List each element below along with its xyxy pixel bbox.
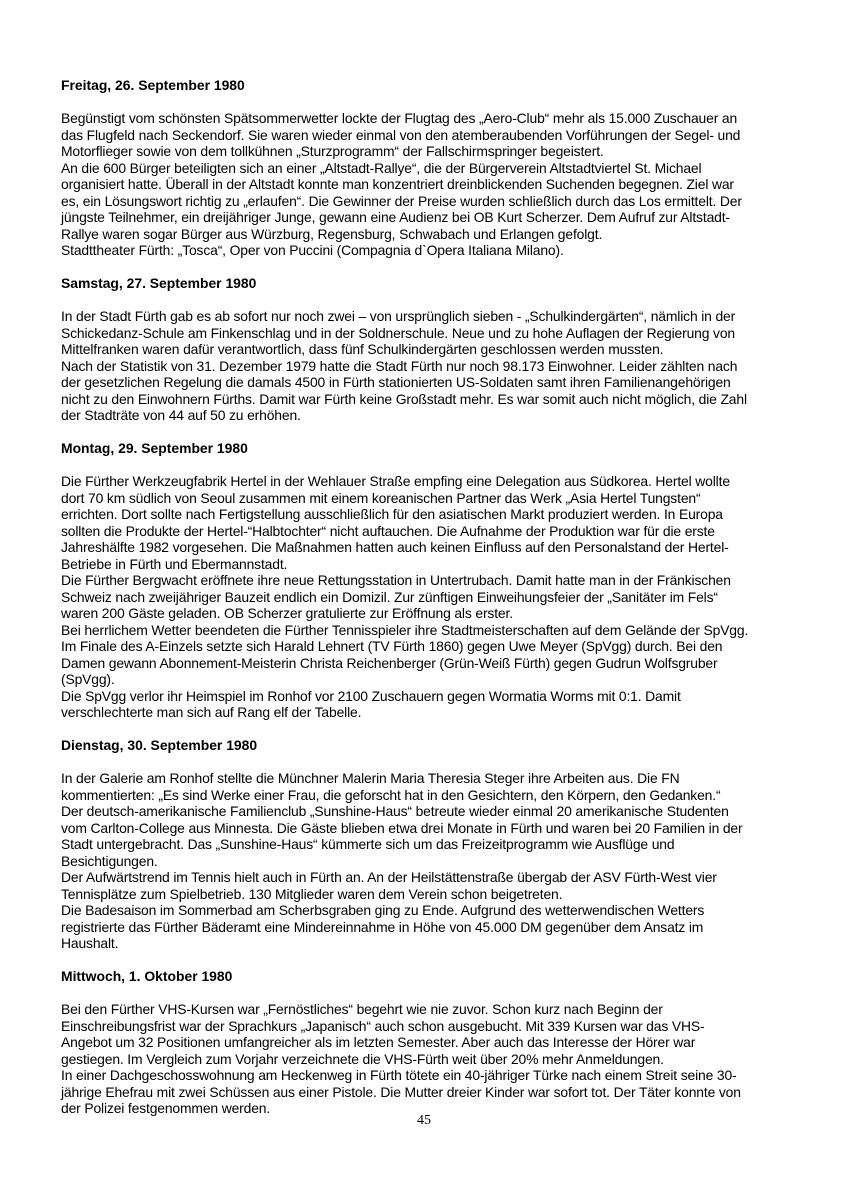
text-line: Einschreibungsfrist war der Sprachkurs „Japanisch“ auch schon ausgebucht. Mit 339 Kursen war das VHS-	[61, 1017, 705, 1034]
text-line: Der Aufwärtstrend im Tennis hielt auch in Fürth an. An der Heilstättenstraße übergab der ASV Fürth-West vier	[61, 869, 717, 885]
text-line: Angebot um 32 Positionen umfangreicher als im letzten Semester. Aber auch das Interesse der Hörer war	[61, 1034, 696, 1050]
text-line: Die SpVgg verlor ihr Heimspiel im Ronhof vor 2100 Zuschauern gegen Wormatia Worms mit 0:1. Damit	[61, 687, 681, 704]
page-number: 45	[417, 1113, 431, 1128]
text-line: verschlechterte man sich auf Rang elf der Tabelle.	[61, 704, 362, 720]
text-line: Mittelfranken waren dafür verantwortlich, dass fünf Schulkindergärten geschlossen werden mussten.	[61, 341, 664, 357]
text-line: jüngste Teilnehmer, ein dreijähriger Junge, gewann eine Audienz bei OB Kurt Scherzer. Dem Aufruf zur Altstadt-	[61, 209, 730, 225]
text-line: In einer Dachgeschosswohnung am Heckenweg in Fürth tötete ein 40-jähriger Türke nach einem Streit seine 30-	[61, 1067, 737, 1083]
text-line: errichten. Dort sollte nach Fertigstellung ausschließlich für den asiatischen Markt produziert werden. In Europa	[61, 506, 723, 522]
text-line: kommentierten: „Es sind Werke einer Frau, die geforscht hat in den Gesichtern, den Körpern, den Gedanken.“	[61, 786, 721, 803]
text-line: Betriebe in Fürth und Ebermannstadt.	[61, 555, 288, 572]
text-line: sollten die Produkte der Hertel-“Halbtochter“ nicht auftauchen. Die Aufnahme der Produktion war für die erste	[61, 522, 715, 539]
text-line: es, ein Lösungswort richtig zu „erlaufen“. Die Gewinner der Preise wurden schließlich durch das Los ermittelt. Der	[61, 192, 742, 209]
text-line: Nach der Statistik von 31. Dezember 1979 hatte die Stadt Fürth nur noch 98.173 Einwohner. Leider zählten nach	[61, 357, 738, 374]
text-line: Begünstigt vom schönsten Spätsommerwetter lockte der Flugtag des „Aero-Club“ mehr als 15.000 Zuschauer an	[61, 110, 738, 126]
text-line: Motorflieger sowie von dem tollkühnen „Sturzprogramm“ der Fallschirmspringer begeistert.	[61, 143, 604, 159]
text-line: An die 600 Bürger beteiligten sich an einer „Altstadt-Rallye“, die der Bürgerverein Altstadtviertel St. Michael	[61, 159, 702, 176]
text-line: Tennisplätze zum Spielbetrieb. 130 Mitglieder waren dem Verein schon beigetreten.	[61, 885, 563, 902]
text-line: das Flugfeld nach Seckendorf. Sie waren wieder einmal von den atemberaubenden Vorführungen der Segel- und	[61, 126, 741, 143]
text-line: gestiegen. Im Vergleich zum Vorjahr verzeichnete die VHS-Fürth weit über 20% mehr Anmeldungen.	[61, 1050, 664, 1067]
text-line: Die Badesaison im Sommerbad am Scherbsgraben ging zu Ende. Aufgrund des wetterwendischen Wetters	[61, 902, 705, 918]
day-section	[61, 440, 748, 721]
day-section	[61, 77, 748, 259]
day-section	[61, 275, 748, 424]
text-line: vom Carlton-College aus Minnesta. Die Gäste blieben etwa drei Monate in Fürth und waren bei 20 Familien in der	[61, 819, 743, 836]
text-line: Schweiz nach zweijähriger Bauzeit endlich ein Domizil. Zur zünftigen Einweihungsfeier der „Sanitäter im Fels“	[61, 588, 718, 605]
text-line: Stadt untergebracht. Das „Sunshine-Haus“ kümmerte sich um das Freizeitprogramm wie Ausflüge und	[61, 836, 675, 852]
text-line: Der deutsch-amerikanische Familienclub „Sunshine-Haus“ betreute wieder einmal 20 amerikanische Studenten	[61, 803, 729, 819]
text-line: Die Fürther Werkzeugfabrik Hertel in der Wehlauer Straße empfing eine Delegation aus Südkorea. Hertel wollte	[61, 473, 730, 489]
text-line: registrierte das Fürther Bäderamt eine Mindereinnahme in Höhe von 45.000 DM gegenüber dem Ansatz im	[61, 918, 704, 935]
text-line: jährige Ehefrau mit zwei Schüssen aus einer Pistole. Die Mutter dreier Kinder war sofort tot. Der Täter konnte von	[61, 1083, 741, 1100]
text-line: waren 200 Gäste geladen. OB Scherzer gratulierte zur Eröffnung als erster.	[61, 605, 513, 621]
day-heading: Montag, 29. September 1980	[61, 440, 248, 456]
text-line: dort 70 km südlich von Seoul zusammen mit einem koreanischen Partner das Werk „Asia Hertel Tungsten“	[61, 489, 701, 506]
day-section	[61, 737, 748, 952]
day-heading: Freitag, 26. September 1980	[61, 77, 245, 93]
text-line: organisiert hatte. Überall in der Altstadt konnte man konzentriert dreinblickenden Suchenden begegnen. Ziel war	[61, 176, 734, 192]
document-body	[61, 77, 748, 1133]
text-line: Bei herrlichem Wetter beendeten die Fürther Tennisspieler ihre Stadtmeisterschaften auf dem Gelände der SpVgg.	[61, 621, 749, 638]
text-line: In der Galerie am Ronhof stellte die Münchner Malerin Maria Theresia Steger ihre Arbeiten aus. Die FN	[61, 770, 680, 786]
text-line: Damen gewann Abonnement-Meisterin Christa Reichenberger (Grün-Weiß Fürth) gegen Gudrun Wolfsgruber	[61, 654, 718, 671]
text-line: der Polizei festgenommen werden.	[61, 1100, 271, 1116]
text-line: Haushalt.	[61, 935, 119, 951]
text-line: (SpVgg).	[61, 671, 115, 687]
text-line: der gesetzlichen Regelung die damals 4500 in Fürth stationierten US-Soldaten samt ihren Familienangehörigen	[61, 374, 731, 390]
text-line: Besichtigungen.	[61, 852, 158, 869]
day-heading: Samstag, 27. September 1980	[61, 275, 257, 291]
text-line: Bei den Fürther VHS-Kursen war „Fernöstliches“ begehrt wie nie zuvor. Schon kurz nach Beginn der	[61, 1001, 663, 1017]
text-line: der Stadträte von 44 auf 50 zu erhöhen.	[61, 407, 301, 423]
text-line: Jahreshälfte 1982 vorgesehen. Die Maßnahmen hatten auch keinen Einfluss auf den Personalstand der Hertel-	[61, 539, 729, 555]
text-line: Schickedanz-Schule am Finkenschlag und in der Soldnerschule. Neue und zu hohe Auflagen der Regierung von	[61, 324, 735, 341]
text-line: Im Finale des A-Einzels setzte sich Harald Lehnert (TV Fürth 1860) gegen Uwe Meyer (SpVgg) durch. Bei den	[61, 638, 723, 654]
text-line: Rallye waren sogar Bürger aus Würzburg, Regensburg, Schwabach und Erlangen gefolgt.	[61, 225, 603, 242]
day-heading: Dienstag, 30. September 1980	[61, 737, 258, 753]
day-section	[61, 968, 748, 1117]
text-line: In der Stadt Fürth gab es ab sofort nur noch zwei – von ursprünglich sieben - „Schulkindergärten“, nämlich in der	[61, 308, 736, 324]
text-line: Die Fürther Bergwacht eröffnete ihre neue Rettungsstation in Untertrubach. Damit hatte man in der Fränkischen	[61, 572, 731, 588]
text-line: nicht zu den Einwohnern Fürths. Damit war Fürth keine Großstadt mehr. Es war somit auch nicht möglich, die Zahl	[61, 390, 747, 407]
day-heading: Mittwoch, 1. Oktober 1980	[61, 968, 233, 984]
text-line: Stadttheater Fürth: „Tosca“, Oper von Puccini (Compagnia d`Opera Italiana Milano).	[61, 242, 564, 258]
